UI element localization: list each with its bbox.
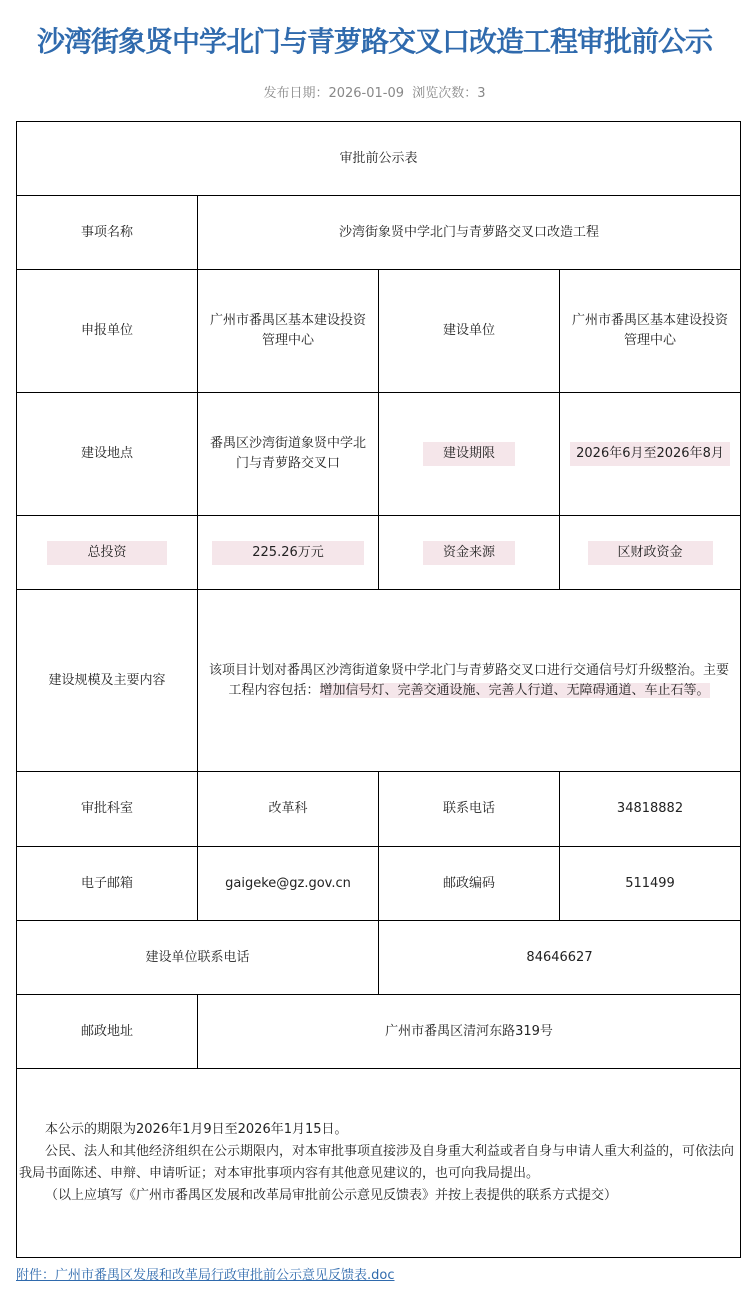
investment-label-cell [17, 516, 198, 590]
phone-label: 联系电话 [379, 772, 560, 847]
location-label: 建设地点 [17, 393, 198, 516]
scope-highlight: 增加信号灯、完善交通设施、完善人行道、无障碍通道、车止石等。 [319, 682, 710, 698]
applicant: 广州市番禺区基本建设投资管理中心 [198, 270, 379, 393]
scope [198, 590, 741, 772]
notice-period: 本公示的期限为2026年1月9日至2026年1月15日。 [45, 1122, 348, 1137]
period-label-cell [379, 393, 560, 516]
builder: 广州市番禺区基本建设投资管理中心 [560, 270, 741, 393]
publish-date: 发布日期：2026-01-09 [263, 86, 404, 101]
dept-label: 审批科室 [17, 772, 198, 847]
item-name: 沙湾街象贤中学北门与青萝路交叉口改造工程 [198, 196, 741, 270]
email: gaigeke@gz.gov.cn [198, 847, 379, 921]
location: 番禺区沙湾街道象贤中学北门与青萝路交叉口 [198, 393, 379, 516]
investment-cell [198, 516, 379, 590]
notice [17, 1069, 741, 1258]
publish-meta [0, 82, 749, 101]
scope-label: 建设规模及主要内容 [17, 590, 198, 772]
funding: 区财政资金 [588, 541, 713, 565]
attachment-link[interactable]: 附件：广州市番禺区发展和改革局行政审批前公示意见反馈表.doc [16, 1268, 395, 1283]
applicant-label: 申报单位 [17, 270, 198, 393]
item-name-label: 事项名称 [17, 196, 198, 270]
notice-instructions: （以上应填写《广州市番禺区发展和改革局审批前公示意见反馈表》并按上表提供的联系方式提交） [45, 1188, 618, 1203]
investment-label: 总投资 [47, 541, 166, 565]
funding-label-cell [379, 516, 560, 590]
postcode-label: 邮政编码 [379, 847, 560, 921]
approval-table [16, 121, 741, 1258]
builder-phone-label: 建设单位联系电话 [17, 921, 379, 995]
funding-label: 资金来源 [423, 541, 515, 565]
builder-phone: 84646627 [379, 921, 741, 995]
funding-cell [560, 516, 741, 590]
notice-rights: 公民、法人和其他经济组织在公示期限内，对本审批事项直接涉及自身重大利益或者自身与申请人重大利益的，可依法向我局书面陈述、申辩、申请听证；对本审批事项内容有其他意见建议的，也可向我局提出。 [19, 1144, 735, 1181]
email-label: 电子邮箱 [17, 847, 198, 921]
postcode: 511499 [560, 847, 741, 921]
address: 广州市番禺区清河东路319号 [198, 995, 741, 1069]
period: 2026年6月至2026年8月 [570, 442, 730, 466]
builder-label: 建设单位 [379, 270, 560, 393]
investment: 225.26万元 [212, 541, 364, 565]
scope-text: 该项目计划对番禺区沙湾街道象贤中学北门与青萝路交叉口进行交通信号灯升级整治。主要工程内容包括： [209, 662, 730, 698]
address-label: 邮政地址 [17, 995, 198, 1069]
view-count: 浏览次数：3 [412, 86, 486, 101]
page-title: 沙湾街象贤中学北门与青萝路交叉口改造工程审批前公示 [36, 25, 712, 58]
dept: 改革科 [198, 772, 379, 847]
period-cell [560, 393, 741, 516]
table-caption: 审批前公示表 [17, 122, 741, 196]
phone: 34818882 [560, 772, 741, 847]
period-label: 建设期限 [423, 442, 515, 466]
